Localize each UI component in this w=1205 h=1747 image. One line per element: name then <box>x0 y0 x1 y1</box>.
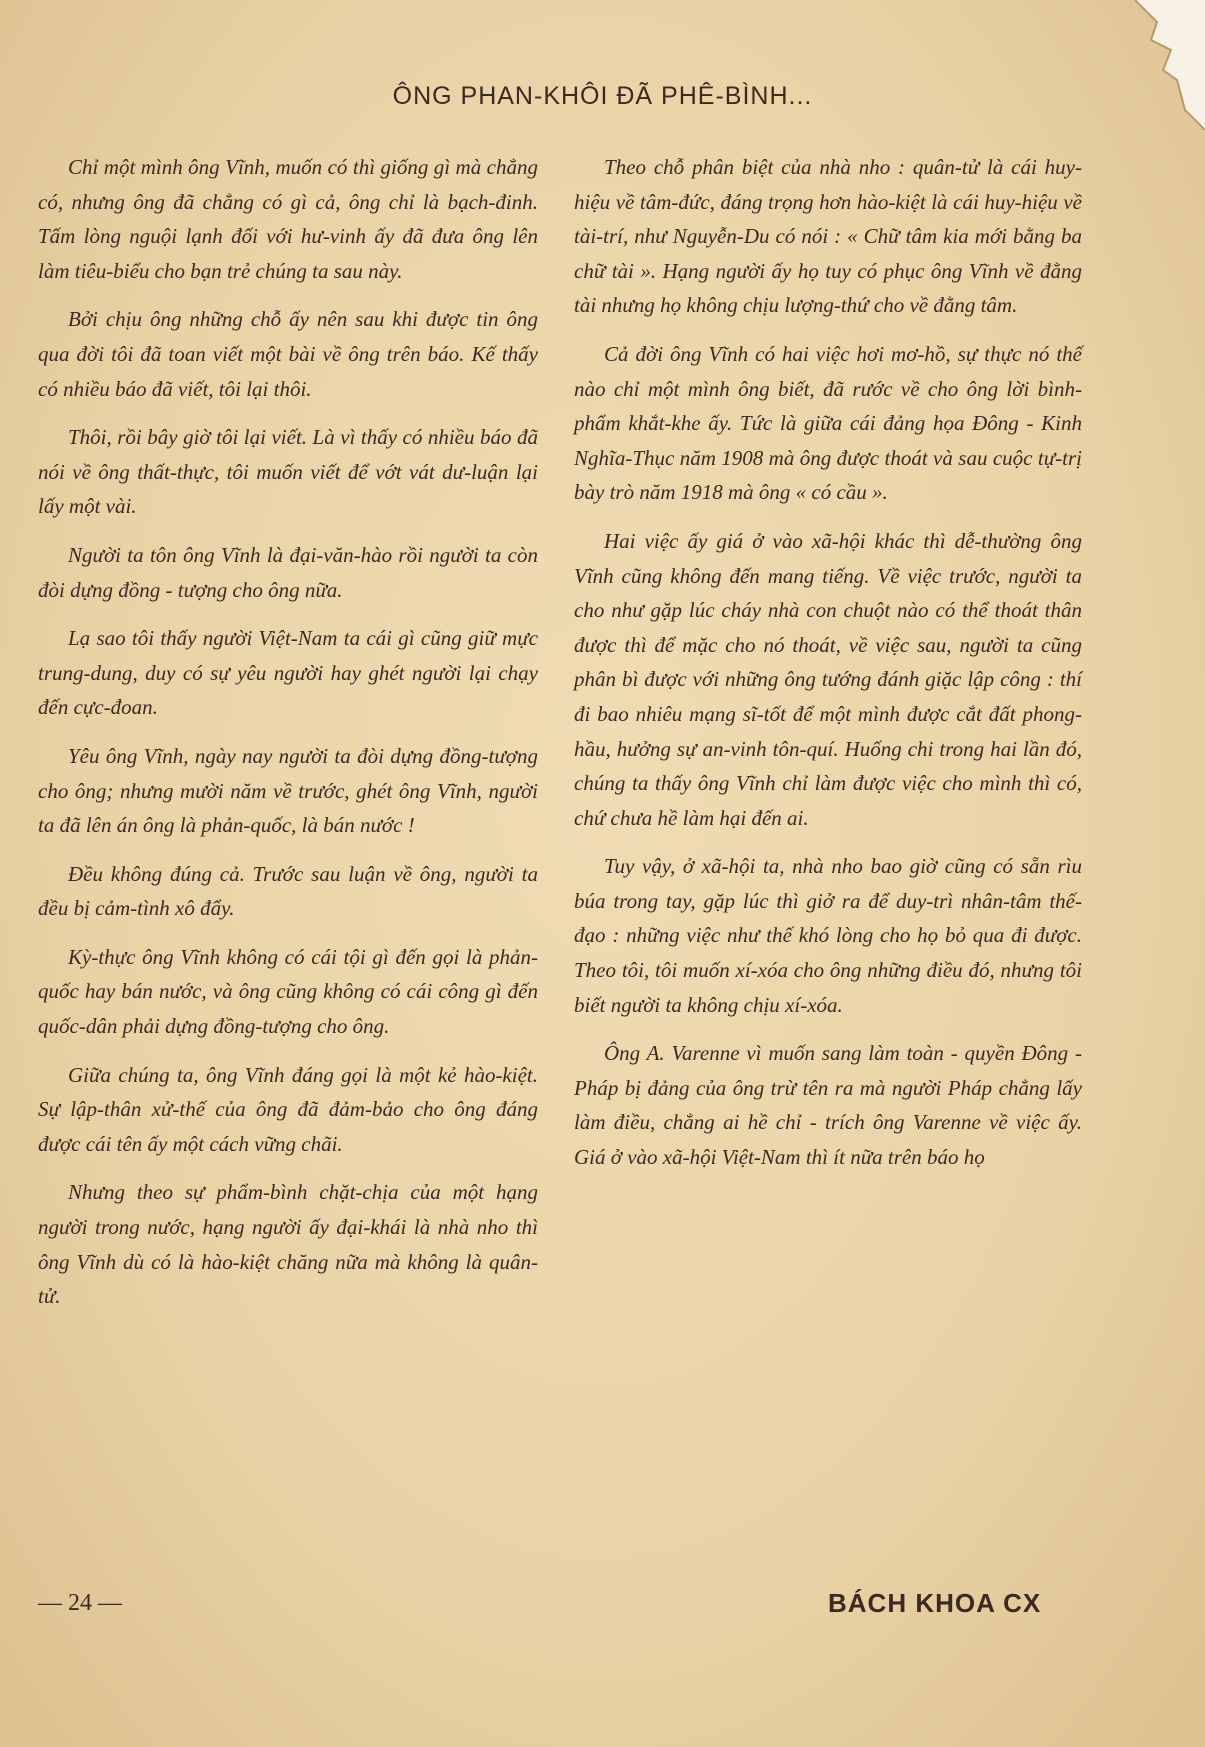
paragraph: Theo chỗ phân biệt của nhà nho : quân-tử là cái huy-hiệu về tâm-đức, đáng trọng hơn hào-kiệt là cái huy-hiệu về tài-trí, như Nguyễn-Du có nói : « Chữ tâm kia mới bằng ba chữ tài ». Hạng người ấy họ tuy có phục ông Vĩnh về đằng tài nhưng họ không chịu lượng-thứ cho về đằng tâm. <box>574 155 1082 318</box>
paragraph: Thôi, rồi bây giờ tôi lại viết. Là vì thấy có nhiều báo đã nói về ông thất-thực, tôi muốn viết để vớt vát dư-luận lại lấy một vài. <box>38 425 538 519</box>
paragraph: Người ta tôn ông Vĩnh là đại-văn-hào rồi người ta còn đòi dựng đồng - tượng cho ông nữa. <box>38 542 538 602</box>
publication-name: BÁCH KHOA CX <box>828 1588 1042 1618</box>
left-column <box>38 150 538 1328</box>
paragraph: Nhưng theo sự phẩm-bình chặt-chịa của một hạng người trong nước, hạng người ấy đại-khái là nhà nho thì ông Vĩnh dù có là hào-kiệt chăng nữa mà không là quân-tử. <box>38 1180 538 1309</box>
paragraph: Hai việc ấy giá ở vào xã-hội khác thì dễ-thường ông Vĩnh cũng không đến mang tiếng. Về việc trước, người ta cho như gặp lúc cháy nhà con chuột nào có thể thoát thân được thì để mặc cho nó thoát, về việc sau, người ta cũng phân bì được với những ông tướng đánh giặc lập công : thí đi bao nhiêu mạng sĩ-tốt để một mình được cắt đất phong-hầu, hưởng sự an-vinh tôn-quí. Huống chi trong hai lần đó, chúng ta thấy ông Vĩnh chỉ làm được việc cho mình thì có, chứ chưa hề làm hại đến ai. <box>574 528 1082 830</box>
paragraph: Tuy vậy, ở xã-hội ta, nhà nho bao giờ cũng có sẵn rìu búa trong tay, gặp lúc thì giở ra để duy-trì nhân-tâm thế-đạo : những việc như thế khó lòng cho họ bỏ qua đi được. Theo tôi, tôi muốn xí-xóa cho ông những điều đó, nhưng tôi biết người ta không chịu xí-xóa. <box>574 854 1082 1017</box>
paragraph: Lạ sao tôi thấy người Việt-Nam ta cái gì cũng giữ mực trung-dung, duy có sự yêu người hay ghét người lại chạy đến cực-đoan. <box>38 626 538 720</box>
paragraph: Giữa chúng ta, ông Vĩnh đáng gọi là một kẻ hào-kiệt. Sự lập-thân xử-thế của ông đã đảm-bảo cho ông đáng được cái tên ấy một cách vững chãi. <box>38 1062 538 1156</box>
page-number: — 24 — <box>38 1590 122 1616</box>
paragraph: Ông A. Varenne vì muốn sang làm toàn - quyền Đông - Pháp bị đảng của ông trừ tên ra mà người Pháp chẳng lấy làm điều, chẳng ai hề chỉ - trích ông Varenne về việc ấy. Giá ở vào xã-hội Việt-Nam thì ít nữa trên báo họ <box>574 1041 1082 1170</box>
paragraph: Yêu ông Vĩnh, ngày nay người ta đòi dựng đồng-tượng cho ông; nhưng mười năm về trước, ghét ông Vĩnh, người ta đã lên án ông là phản-quốc, là bán nước ! <box>38 743 538 838</box>
paragraph: Cả đời ông Vĩnh có hai việc hơi mơ-hồ, sự thực nó thế nào chỉ một mình ông biết, đã rước về cho ông lời bình-phẩm khắt-khe ấy. Tức là giữa cái đảng họa Đông - Kinh Nghĩa-Thục năm 1908 mà ông được thoát và sau cuộc tự-trị bày trò năm 1918 mà ông « có cầu ». <box>574 341 1082 505</box>
right-column <box>574 150 1082 1189</box>
paragraph: Bởi chịu ông những chỗ ấy nên sau khi được tin ông qua đời tôi đã toan viết một bài về ông trên báo. Kế thấy có nhiều báo đã viết, tôi lại thôi. <box>38 307 538 401</box>
paragraph: Kỳ-thực ông Vĩnh không có cái tội gì đến gọi là phản-quốc hay bán nước, và ông cũng không có cái công gì đến quốc-dân phải dựng đồng-tượng cho ông. <box>38 944 538 1039</box>
page-title: ÔNG PHAN-KHÔI ĐÃ PHÊ-BÌNH... <box>392 82 813 110</box>
paragraph: Chỉ một mình ông Vĩnh, muốn có thì giống gì mà chẳng có, nhưng ông đã chẳng có gì cả, ông chỉ là bạch-đinh. Tấm lòng nguội lạnh đối với hư-vinh ấy đã đưa ông lên làm tiêu-biểu cho bạn trẻ chúng ta sau này. <box>38 155 538 283</box>
paragraph: Đều không đúng cả. Trước sau luận về ông, người ta đều bị cảm-tình xô đẩy. <box>38 861 538 921</box>
